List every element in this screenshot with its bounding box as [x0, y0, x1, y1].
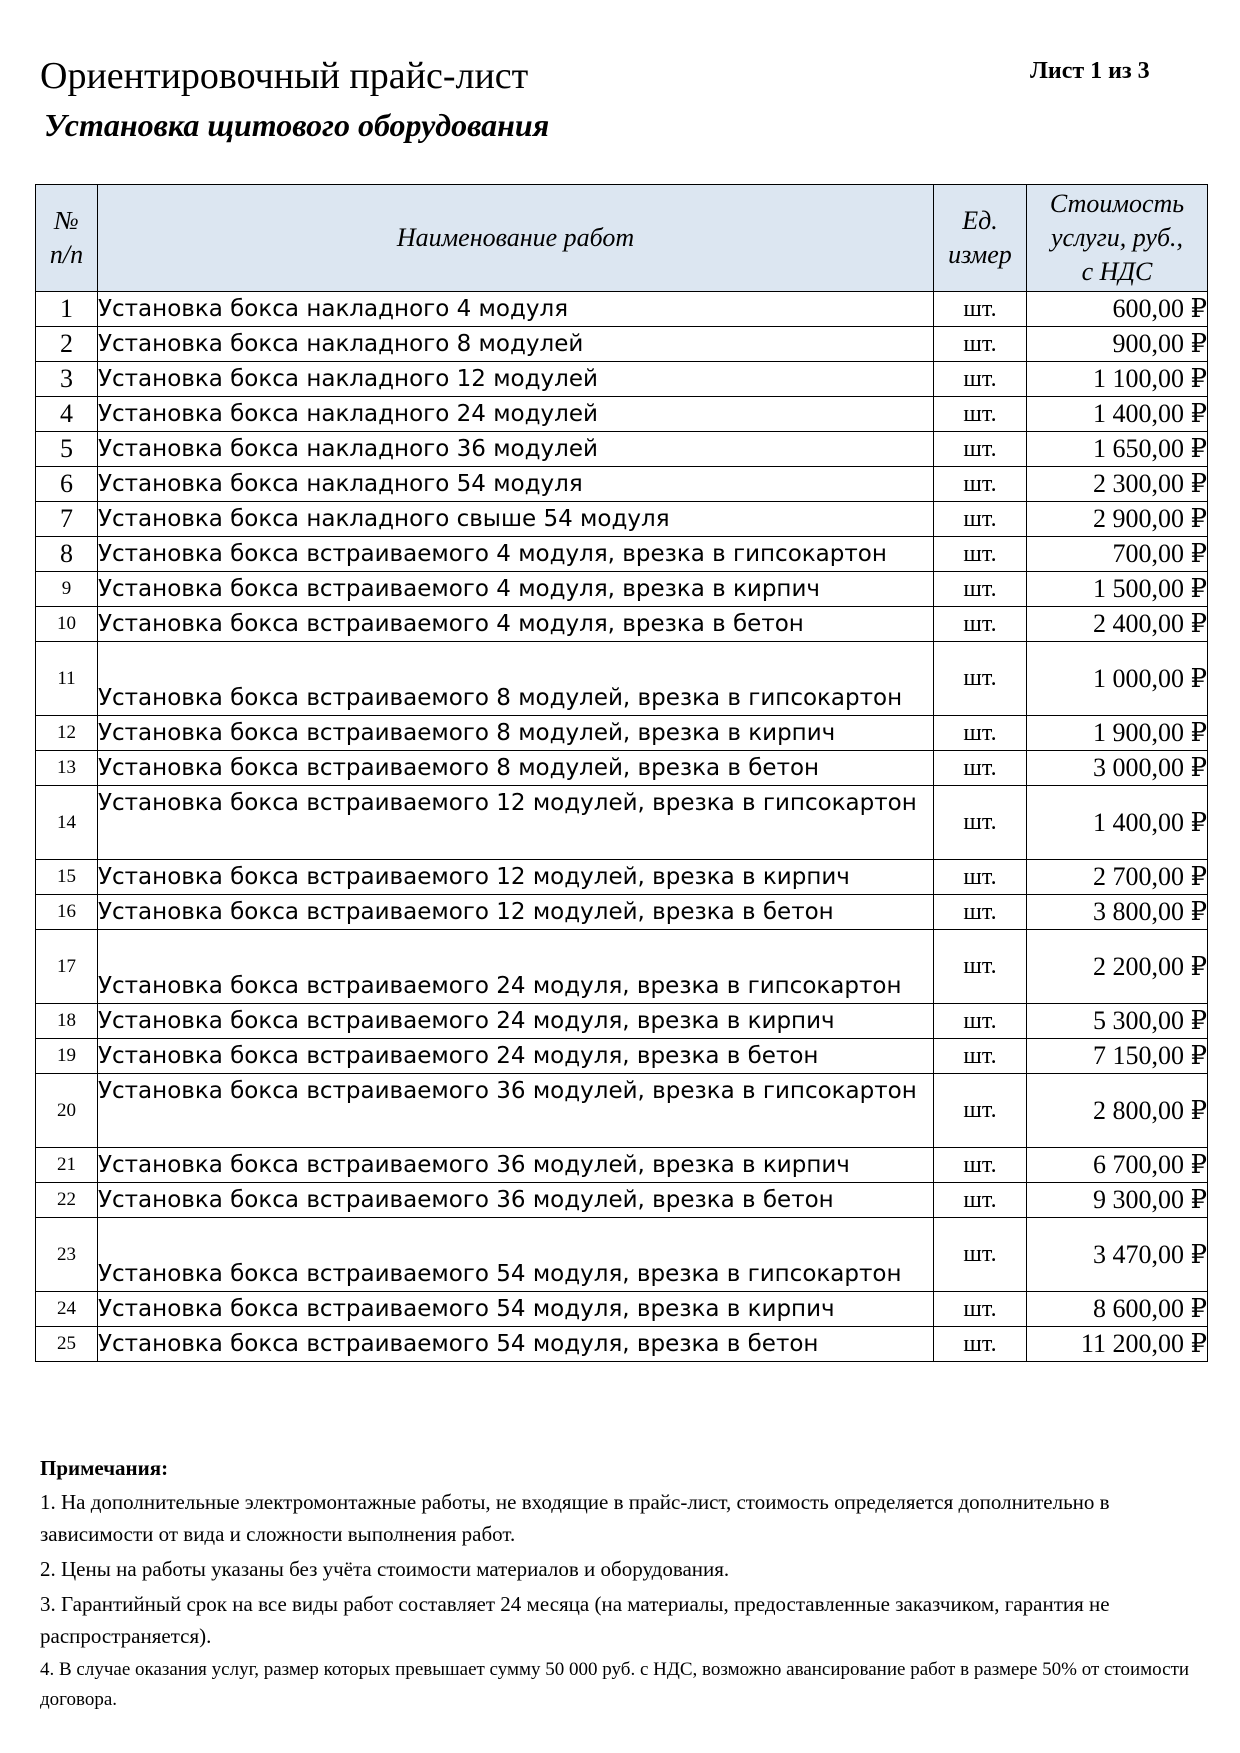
- row-price: 6 700,00 ₽: [1027, 1148, 1208, 1183]
- row-work-name: Установка бокса накладного 36 модулей: [98, 432, 934, 467]
- table-row: [36, 1218, 1208, 1292]
- column-header-price-line1: Стоимость: [1049, 189, 1185, 218]
- table-row: [36, 895, 1208, 930]
- notes-title: Примечания:: [40, 1456, 169, 1480]
- row-price: 2 300,00 ₽: [1027, 467, 1208, 502]
- row-unit: шт.: [934, 292, 1027, 327]
- row-price: 1 100,00 ₽: [1027, 362, 1208, 397]
- note-item: 3. Гарантийный срок на все виды работ составляет 24 месяца (на материалы, предоставленные заказчиком, гарантия не распространяется).: [40, 1592, 1110, 1648]
- row-price: 900,00 ₽: [1027, 327, 1208, 362]
- row-number: 8: [36, 537, 98, 572]
- row-number: 16: [36, 895, 98, 930]
- row-unit: шт.: [934, 1148, 1027, 1183]
- row-unit: шт.: [934, 751, 1027, 786]
- row-number: 6: [36, 467, 98, 502]
- row-unit: шт.: [934, 1183, 1027, 1218]
- row-work-name: Установка бокса встраиваемого 24 модуля, врезка в бетон: [98, 1039, 934, 1074]
- table-row: [36, 860, 1208, 895]
- row-unit: шт.: [934, 786, 1027, 860]
- row-number: 18: [36, 1004, 98, 1039]
- table-row: [36, 930, 1208, 1004]
- table-row: [36, 716, 1208, 751]
- row-work-name: Установка бокса встраиваемого 36 модулей, врезка в бетон: [98, 1183, 934, 1218]
- table-row: [36, 1039, 1208, 1074]
- row-work-name: Установка бокса встраиваемого 24 модуля, врезка в кирпич: [98, 1004, 934, 1039]
- row-unit: шт.: [934, 1327, 1027, 1362]
- page-title: Ориентировочный прайс-лист: [40, 55, 529, 97]
- row-number: 22: [36, 1183, 98, 1218]
- row-unit: шт.: [934, 467, 1027, 502]
- row-unit: шт.: [934, 607, 1027, 642]
- row-number: 4: [36, 397, 98, 432]
- row-number: 23: [36, 1218, 98, 1292]
- row-number: 20: [36, 1074, 98, 1148]
- column-header-price-line3: с НДС: [1081, 257, 1153, 286]
- table-row: [36, 572, 1208, 607]
- row-work-name: Установка бокса встраиваемого 54 модуля, врезка в гипсокартон: [98, 1218, 934, 1292]
- column-header-unit-line1: Ед.: [962, 206, 998, 235]
- row-price: 8 600,00 ₽: [1027, 1292, 1208, 1327]
- row-number: 19: [36, 1039, 98, 1074]
- row-unit: шт.: [934, 327, 1027, 362]
- row-unit: шт.: [934, 860, 1027, 895]
- table-row: [36, 1148, 1208, 1183]
- row-work-name: Установка бокса накладного 8 модулей: [98, 327, 934, 362]
- row-number: 13: [36, 751, 98, 786]
- row-number: 1: [36, 292, 98, 327]
- column-header-number-line1: №: [54, 206, 79, 235]
- row-work-name: Установка бокса встраиваемого 12 модулей, врезка в бетон: [98, 895, 934, 930]
- row-work-name: Установка бокса встраиваемого 12 модулей, врезка в гипсокартон: [98, 786, 934, 860]
- row-price: 1 650,00 ₽: [1027, 432, 1208, 467]
- row-unit: шт.: [934, 716, 1027, 751]
- row-number: 14: [36, 786, 98, 860]
- row-work-name: Установка бокса встраиваемого 54 модуля, врезка в бетон: [98, 1327, 934, 1362]
- column-header-number: [36, 185, 98, 292]
- column-header-unit-line2: измер: [948, 240, 1012, 269]
- table-row: [36, 642, 1208, 716]
- row-price: 9 300,00 ₽: [1027, 1183, 1208, 1218]
- row-unit: шт.: [934, 1039, 1027, 1074]
- row-work-name: Установка бокса накладного свыше 54 модуля: [98, 502, 934, 537]
- page-subtitle: Установка щитового оборудования: [44, 107, 550, 143]
- row-work-name: Установка бокса встраиваемого 12 модулей, врезка в кирпич: [98, 860, 934, 895]
- row-work-name: Установка бокса встраиваемого 8 модулей, врезка в бетон: [98, 751, 934, 786]
- row-price: 2 900,00 ₽: [1027, 502, 1208, 537]
- column-header-unit: [934, 185, 1027, 292]
- table-row: [36, 751, 1208, 786]
- sheet-counter: Лист 1 из 3: [1030, 58, 1150, 84]
- table-row: [36, 1183, 1208, 1218]
- row-price: 700,00 ₽: [1027, 537, 1208, 572]
- row-work-name: Установка бокса накладного 24 модулей: [98, 397, 934, 432]
- column-header-name: Наименование работ: [98, 185, 934, 292]
- row-price: 2 200,00 ₽: [1027, 930, 1208, 1004]
- row-work-name: Установка бокса накладного 54 модуля: [98, 467, 934, 502]
- row-number: 17: [36, 930, 98, 1004]
- row-price: 1 500,00 ₽: [1027, 572, 1208, 607]
- table-row: [36, 786, 1208, 860]
- row-unit: шт.: [934, 642, 1027, 716]
- table-row: [36, 502, 1208, 537]
- row-work-name: Установка бокса встраиваемого 4 модуля, врезка в бетон: [98, 607, 934, 642]
- row-work-name: Установка бокса встраиваемого 4 модуля, врезка в гипсокартон: [98, 537, 934, 572]
- row-price: 3 470,00 ₽: [1027, 1218, 1208, 1292]
- row-number: 15: [36, 860, 98, 895]
- table-row: [36, 432, 1208, 467]
- row-work-name: Установка бокса встраиваемого 8 модулей, врезка в гипсокартон: [98, 642, 934, 716]
- row-price: 5 300,00 ₽: [1027, 1004, 1208, 1039]
- row-unit: шт.: [934, 930, 1027, 1004]
- row-unit: шт.: [934, 1218, 1027, 1292]
- table-row: [36, 1292, 1208, 1327]
- row-unit: шт.: [934, 1074, 1027, 1148]
- column-header-price: [1027, 185, 1208, 292]
- row-price: 11 200,00 ₽: [1027, 1327, 1208, 1362]
- row-unit: шт.: [934, 1004, 1027, 1039]
- row-work-name: Установка бокса встраиваемого 4 модуля, врезка в кирпич: [98, 572, 934, 607]
- row-unit: шт.: [934, 537, 1027, 572]
- row-unit: шт.: [934, 362, 1027, 397]
- row-price: 3 000,00 ₽: [1027, 751, 1208, 786]
- row-number: 21: [36, 1148, 98, 1183]
- table-row: [36, 1004, 1208, 1039]
- row-unit: шт.: [934, 1292, 1027, 1327]
- table-row: [36, 1074, 1208, 1148]
- row-unit: шт.: [934, 895, 1027, 930]
- row-work-name: Установка бокса накладного 12 модулей: [98, 362, 934, 397]
- price-table: [35, 184, 1208, 1362]
- row-number: 10: [36, 607, 98, 642]
- row-work-name: Установка бокса накладного 4 модуля: [98, 292, 934, 327]
- table-row: [36, 327, 1208, 362]
- row-unit: шт.: [934, 572, 1027, 607]
- row-price: 1 900,00 ₽: [1027, 716, 1208, 751]
- row-number: 25: [36, 1327, 98, 1362]
- table-row: [36, 292, 1208, 327]
- row-price: 7 150,00 ₽: [1027, 1039, 1208, 1074]
- table-row: [36, 607, 1208, 642]
- table-row: [36, 397, 1208, 432]
- row-price: 2 700,00 ₽: [1027, 860, 1208, 895]
- table-row: [36, 1327, 1208, 1362]
- row-number: 24: [36, 1292, 98, 1327]
- notes-section: [40, 1452, 1190, 1718]
- table-row: [36, 362, 1208, 397]
- row-price: 1 000,00 ₽: [1027, 642, 1208, 716]
- row-work-name: Установка бокса встраиваемого 54 модуля, врезка в кирпич: [98, 1292, 934, 1327]
- row-work-name: Установка бокса встраиваемого 36 модулей, врезка в гипсокартон: [98, 1074, 934, 1148]
- row-work-name: Установка бокса встраиваемого 24 модуля, врезка в гипсокартон: [98, 930, 934, 1004]
- row-number: 5: [36, 432, 98, 467]
- row-unit: шт.: [934, 397, 1027, 432]
- table-row: [36, 467, 1208, 502]
- row-price: 1 400,00 ₽: [1027, 786, 1208, 860]
- row-price: 2 400,00 ₽: [1027, 607, 1208, 642]
- row-unit: шт.: [934, 432, 1027, 467]
- note-item: 2. Цены на работы указаны без учёта стоимости материалов и оборудования.: [40, 1557, 730, 1581]
- row-number: 2: [36, 327, 98, 362]
- row-number: 9: [36, 572, 98, 607]
- row-price: 600,00 ₽: [1027, 292, 1208, 327]
- row-number: 11: [36, 642, 98, 716]
- row-work-name: Установка бокса встраиваемого 36 модулей, врезка в кирпич: [98, 1148, 934, 1183]
- row-number: 7: [36, 502, 98, 537]
- row-price: 3 800,00 ₽: [1027, 895, 1208, 930]
- note-item: 4. В случае оказания услуг, размер которых превышает сумму 50 000 руб. с НДС, возможно авансирование работ в размере 50% от стоимости договора.: [40, 1659, 1190, 1710]
- row-price: 1 400,00 ₽: [1027, 397, 1208, 432]
- row-work-name: Установка бокса встраиваемого 8 модулей, врезка в кирпич: [98, 716, 934, 751]
- column-header-price-line2: услуги, руб.,: [1050, 223, 1184, 252]
- column-header-number-line2: п/п: [49, 240, 84, 269]
- row-price: 2 800,00 ₽: [1027, 1074, 1208, 1148]
- row-number: 12: [36, 716, 98, 751]
- table-row: [36, 537, 1208, 572]
- note-item: 1. На дополнительные электромонтажные работы, не входящие в прайс-лист, стоимость определяется дополнительно в зависимости от вида и сложности выполнения работ.: [40, 1490, 1110, 1546]
- row-number: 3: [36, 362, 98, 397]
- row-unit: шт.: [934, 502, 1027, 537]
- table-header-row: [36, 185, 1208, 292]
